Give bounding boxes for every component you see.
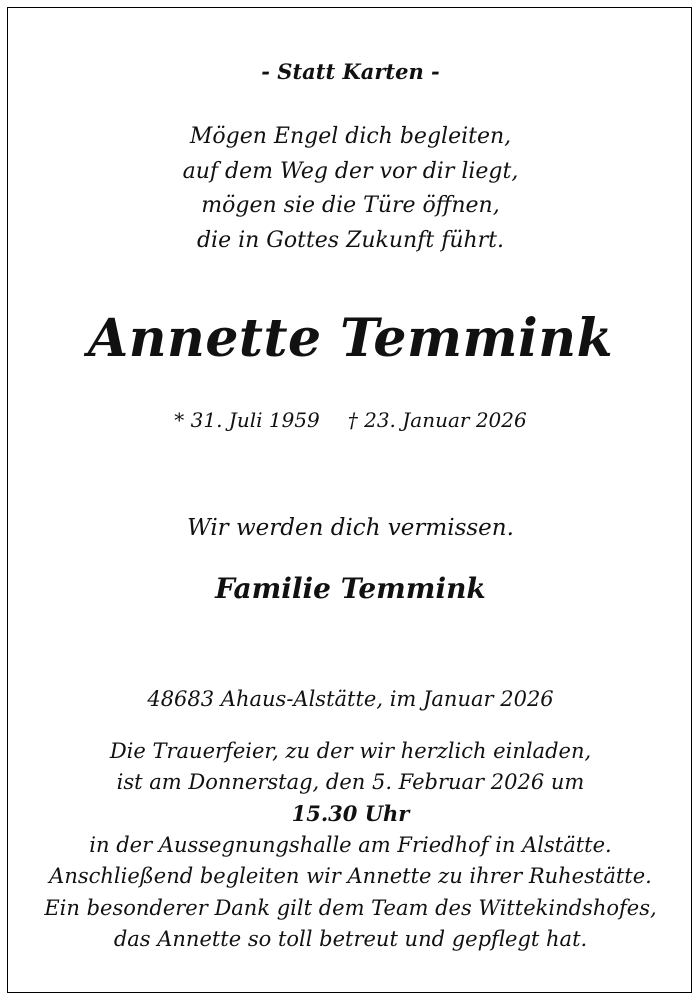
thanks-text bbox=[8, 893, 693, 955]
thanks-line: das Annette so toll betreut und gepflegt hat. bbox=[113, 927, 588, 951]
poem-line: Mögen Engel dich begleiten, bbox=[189, 124, 512, 149]
place-date: 48683 Ahaus-Alstätte, im Januar 2026 bbox=[147, 687, 554, 711]
life-dates bbox=[8, 406, 693, 434]
header-text: - Statt Karten - bbox=[261, 59, 440, 84]
service-line: Die Trauerfeier, zu der wir herzlich einladen, bbox=[109, 739, 592, 763]
poem-line: die in Gottes Zukunft führt. bbox=[196, 227, 505, 253]
service-line: in der Aussegnungshalle am Friedhof in Alstätte. bbox=[89, 833, 612, 857]
service-line bbox=[8, 767, 693, 830]
thanks-line: Ein besonderer Dank gilt dem Team des Wittekindshofes, bbox=[44, 896, 657, 920]
poem-line: mögen sie die Türe öffnen, bbox=[201, 193, 500, 218]
family-signature: Familie Temmink bbox=[215, 572, 486, 605]
service-date: ist am Donnerstag, den 5. Februar 2026 um bbox=[116, 770, 585, 794]
service-line: Anschließend begleiten wir Annette zu ihrer Ruhestätte. bbox=[49, 864, 652, 888]
deceased-name: Annette Temmink bbox=[87, 308, 614, 369]
poem bbox=[8, 120, 693, 258]
poem-line: auf dem Weg der vor dir liegt, bbox=[182, 158, 519, 184]
farewell-text: Wir werden dich vermissen. bbox=[187, 515, 514, 541]
service-time: 15.30 Uhr bbox=[291, 801, 410, 826]
birth-date: * 31. Juli 1959 bbox=[174, 408, 320, 432]
service-info bbox=[8, 736, 693, 892]
death-date: † 23. Januar 2026 bbox=[347, 408, 527, 432]
obituary-frame bbox=[7, 7, 692, 993]
